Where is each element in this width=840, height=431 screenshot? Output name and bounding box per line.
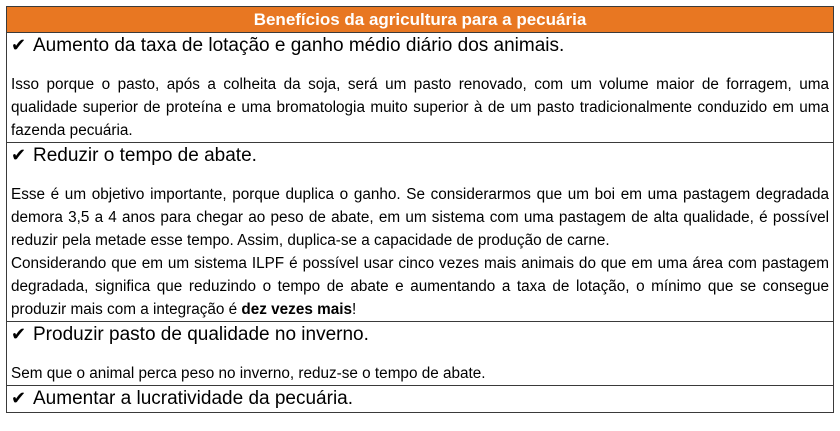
benefit-section [7, 143, 833, 322]
benefit-section [7, 33, 833, 143]
benefit-paragraph: Isso porque o pasto, após a colheita da soja, será um pasto renovado, com um volume maior de forragem, uma qualidade superior de proteína e uma bromatologia muito superior à de um pasto tradicionalmente conduzido em uma fazenda pecuária. [11, 76, 829, 139]
benefits-table [6, 6, 834, 413]
checkmark-icon: ✔ [11, 388, 27, 409]
benefit-heading-text: Reduzir o tempo de abate. [33, 145, 257, 166]
benefit-heading [11, 386, 829, 412]
paragraph-text: Considerando que em um sistema ILPF é possível usar cinco vezes mais animais do que em uma área com pastagem degradada, significa que reduzindo o tempo de abate e aumentando a taxa de lotação, o mínimo que se consegue produzir mais com a integração é [11, 255, 829, 318]
checkmark-icon: ✔ [11, 35, 27, 56]
benefit-paragraph: Esse é um objetivo importante, porque duplica o ganho. Se considerarmos que um boi em uma pastagem degradada demora 3,5 a 4 anos para chegar ao peso de abate, em um sistema com uma pastagem de alta qualidade, é possível reduzir pela metade esse tempo. Assim, duplica-se a capacidade de produção de carne. [11, 186, 829, 249]
emphasis-text: dez vezes mais [241, 301, 352, 318]
checkmark-icon: ✔ [11, 145, 27, 166]
table-title: Benefícios da agricultura para a pecuária [7, 7, 833, 33]
benefit-heading-text: Produzir pasto de qualidade no inverno. [33, 324, 369, 345]
benefit-section [7, 322, 833, 386]
benefit-heading-text: Aumento da taxa de lotação e ganho médio diário dos animais. [33, 35, 565, 56]
benefit-heading-text: Aumentar a lucratividade da pecuária. [33, 388, 354, 409]
benefit-paragraph: Sem que o animal perca peso no inverno, reduz-se o tempo de abate. [11, 365, 486, 382]
benefit-heading [11, 143, 829, 169]
benefit-heading [11, 33, 829, 59]
benefit-section [7, 386, 833, 412]
benefit-heading [11, 322, 829, 348]
benefit-paragraph [11, 252, 829, 321]
checkmark-icon: ✔ [11, 324, 27, 345]
paragraph-text: ! [351, 301, 357, 318]
